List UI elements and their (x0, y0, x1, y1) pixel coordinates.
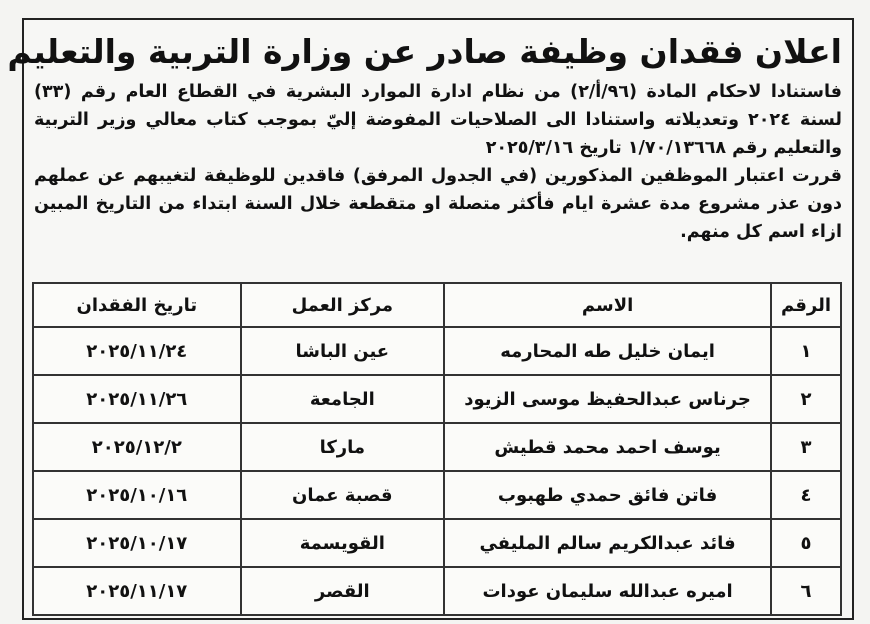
table-row (33, 471, 841, 519)
row-loss-date: ٢٠٢٥/١١/١٧ (33, 567, 241, 615)
row-work-center: القصر (241, 567, 445, 615)
row-name: فائد عبدالكريم سالم المليفي (444, 519, 771, 567)
notice-frame (7, 18, 854, 620)
row-work-center: القويسمة (241, 519, 445, 567)
table-row (33, 519, 841, 567)
header-number: الرقم (771, 283, 841, 327)
row-work-center: الجامعة (241, 375, 445, 423)
row-number: ٦ (771, 567, 841, 615)
row-number: ٥ (771, 519, 841, 567)
row-number: ٢ (771, 375, 841, 423)
header-loss-date: تاريخ الفقدان (33, 283, 241, 327)
row-work-center: قصبة عمان (241, 471, 445, 519)
header-name: الاسم (444, 283, 771, 327)
notice-title: اعلان فقدان وظيفة صادر عن وزارة التربية والتعليم (7, 32, 842, 71)
table-header-row (33, 283, 841, 327)
row-name: ايمان خليل طه المحارمه (444, 327, 771, 375)
row-number: ٣ (771, 423, 841, 471)
row-number: ٤ (771, 471, 841, 519)
row-loss-date: ٢٠٢٥/١٠/١٦ (33, 471, 241, 519)
notice-paragraph-legal-basis: فاستنادا لاحكام المادة (٩٦/أ/٢) من نظام ادارة الموارد البشرية في القطاع العام رقم (٣٣) لسنة ٢٠٢٤ وتعديلاته واستنادا الى الصلاحيات المفوضة إليّ بموجب كتاب معالي وزير التربية والتعليم رقم ١/٧٠/١٣٦٦٨ تاريخ ٢٠٢٥/٣/١٦ (34, 82, 842, 158)
row-name: يوسف احمد محمد قطيش (444, 423, 771, 471)
notice-paragraph-decision: قررت اعتبار الموظفين المذكورين (في الجدول المرفق) فاقدين للوظيفة لتغيبهم عن عملهم دون عذر مشروع مدة عشرة ايام فأكثر متصلة او متقطعة خلال السنة ابتداء من التاريخ المبين ازاء اسم كل منهم. (34, 166, 842, 242)
employees-table (32, 282, 842, 616)
row-loss-date: ٢٠٢٥/١١/٢٤ (33, 327, 241, 375)
table-row (33, 567, 841, 615)
row-name: اميره عبدالله سليمان عودات (444, 567, 771, 615)
row-name: جرناس عبدالحفيظ موسى الزيود (444, 375, 771, 423)
row-work-center: ماركا (241, 423, 445, 471)
row-loss-date: ٢٠٢٥/١٢/٢ (33, 423, 241, 471)
row-loss-date: ٢٠٢٥/١٠/١٧ (33, 519, 241, 567)
row-number: ١ (771, 327, 841, 375)
header-work-center: مركز العمل (241, 283, 445, 327)
table-row (33, 327, 841, 375)
table-row (33, 423, 841, 471)
notice-text (34, 78, 842, 246)
row-name: فاتن فائق حمدي طهبوب (444, 471, 771, 519)
table-row (33, 375, 841, 423)
row-work-center: عين الباشا (241, 327, 445, 375)
notice-body (7, 26, 842, 246)
row-loss-date: ٢٠٢٥/١١/٢٦ (33, 375, 241, 423)
